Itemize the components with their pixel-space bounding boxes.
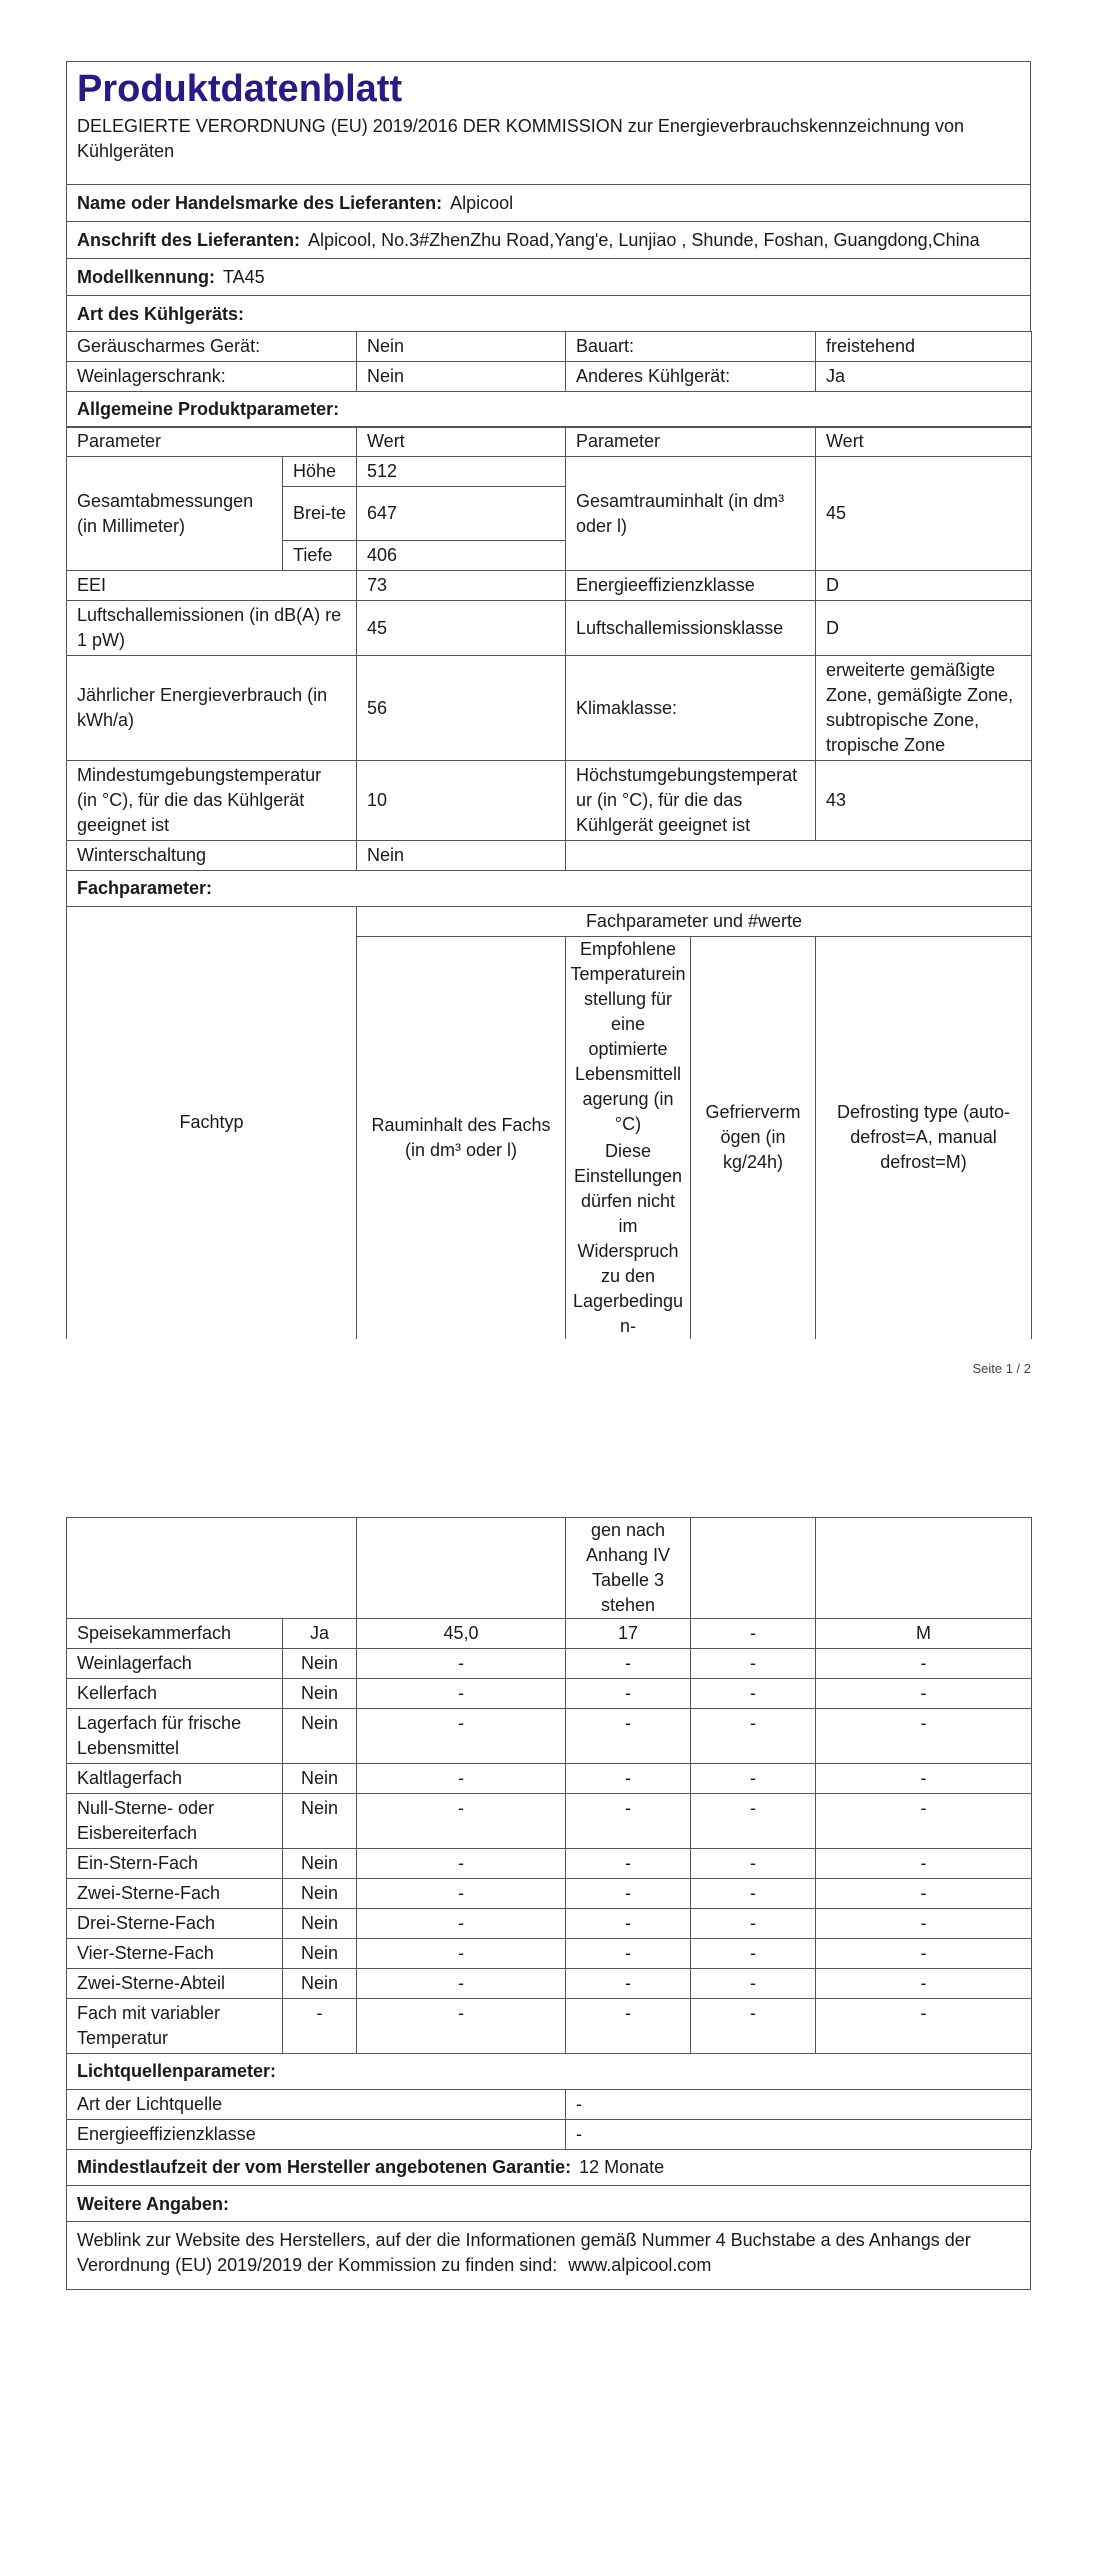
compartment-name: Fach mit variabler Temperatur [67, 1999, 283, 2054]
width-value: 647 [357, 487, 566, 541]
compartment-rows [67, 1619, 1032, 2054]
min-ambient-temp-label: Mindestumgebungstemperatur (in °C), für die das Kühlgerät geeignet ist [67, 761, 357, 841]
cell-value: Nein [357, 331, 566, 361]
compartment-volume: - [357, 1939, 566, 1969]
datasheet-page-1 [66, 61, 1031, 1339]
regulation-subtitle: DELEGIERTE VERORDNUNG (EU) 2019/2016 DER KOMMISSION zur Energieverbrauchskennzeichnung von Kühlgeräten [77, 116, 965, 161]
compartment-name: Ein-Stern-Fach [67, 1849, 283, 1879]
compartment-row [67, 1679, 1032, 1709]
compartment-freezing-capacity: - [691, 1619, 816, 1649]
winter-switch-value: Nein [357, 841, 566, 871]
energy-class-value: D [816, 571, 1032, 601]
compartment-defrost-type: - [816, 1909, 1032, 1939]
volume-value: 45 [816, 457, 1032, 571]
col-header-defrost: Defrosting type (auto-defrost=A, manual defrost=M) [816, 936, 1032, 1339]
compartment-present: Nein [283, 1764, 357, 1794]
height-label: Höhe [283, 457, 357, 487]
light-class-row [67, 2119, 1032, 2149]
compartment-volume: 45,0 [357, 1619, 566, 1649]
compartment-temperature: - [566, 1939, 691, 1969]
compartment-name: Zwei-Sterne-Abteil [67, 1969, 283, 1999]
depth-label: Tiefe [283, 541, 357, 571]
volume-label: Gesamtrauminhalt (in dm³ oder l) [566, 457, 816, 571]
col-header-parameter: Parameter [566, 427, 816, 457]
col-header-value: Wert [357, 427, 566, 457]
compartment-name: Drei-Sterne-Fach [67, 1909, 283, 1939]
col-header-temperature-part1: Empfohlene Temperatureinstellung für eine optimierte Lebensmittellagerung (in °C) [570, 938, 686, 1134]
warranty-row [66, 2150, 1031, 2186]
compartment-row [67, 1619, 1032, 1649]
compartment-temperature: - [566, 1999, 691, 2054]
cell-label: Anderes Kühlgerät: [566, 361, 816, 391]
compartment-row [67, 1969, 1032, 1999]
compartment-defrost-type: - [816, 1709, 1032, 1764]
empty-cell [357, 1518, 566, 1619]
col-header-temperature [566, 936, 691, 1339]
light-type-value: - [566, 2089, 1032, 2119]
page-number: Seite 1 / 2 [972, 1361, 1031, 1376]
height-value: 512 [357, 457, 566, 487]
cell-label: Bauart: [566, 331, 816, 361]
climate-class-label: Klimaklasse: [566, 656, 816, 761]
compartment-volume: - [357, 1649, 566, 1679]
compartment-freezing-capacity: - [691, 1909, 816, 1939]
compartment-present: Nein [283, 1849, 357, 1879]
cell-label: Weinlagerschrank: [67, 361, 357, 391]
compartment-row [67, 1999, 1032, 2054]
light-class-label: Energieeffizienzklasse [67, 2119, 566, 2149]
noise-label: Luftschallemissionen (in dB(A) re 1 pW) [67, 601, 357, 656]
noise-row [67, 601, 1032, 656]
compartment-temperature: - [566, 1794, 691, 1849]
compartment-defrost-type: - [816, 1879, 1032, 1909]
compartment-volume: - [357, 1794, 566, 1849]
light-class-value: - [566, 2119, 1032, 2149]
energy-consumption-row [67, 656, 1032, 761]
cell-value: Nein [357, 361, 566, 391]
winter-switch-label: Winterschaltung [67, 841, 357, 871]
compartment-volume: - [357, 1849, 566, 1879]
general-header-row [67, 427, 1032, 457]
compartment-name: Lagerfach für frische Lebensmittel [67, 1709, 283, 1764]
annual-energy-value: 56 [357, 656, 566, 761]
compartment-name: Zwei-Sterne-Fach [67, 1879, 283, 1909]
compartment-freezing-capacity: - [691, 1999, 816, 2054]
compartment-row [67, 1939, 1032, 1969]
supplier-name-value: Alpicool [450, 193, 514, 213]
compartment-present: Nein [283, 1909, 357, 1939]
cell-value: freistehend [816, 331, 1032, 361]
empty-cell [566, 841, 1032, 871]
energy-class-label: Energieeffizienzklasse [566, 571, 816, 601]
empty-cell [691, 1518, 816, 1619]
compartment-name: Speisekammerfach [67, 1619, 283, 1649]
climate-class-value: erweiterte gemäßigte Zone, gemäßigte Zone, subtropische Zone, tropische Zone [816, 656, 1032, 761]
col-header-compartment-type: Fachtyp [67, 906, 357, 1339]
document-page-2 [0, 1480, 1097, 2560]
compartment-temperature: - [566, 1764, 691, 1794]
cell-label: Geräuscharmes Gerät: [67, 331, 357, 361]
light-type-label: Art der Lichtquelle [67, 2089, 566, 2119]
compartment-defrost-type: - [816, 1999, 1032, 2054]
compartment-name: Null-Sterne- oder Eisbereiterfach [67, 1794, 283, 1849]
compartment-temperature: - [566, 1649, 691, 1679]
width-label: Brei-te [283, 487, 357, 541]
more-info-row [66, 2222, 1031, 2290]
compartment-freezing-capacity: - [691, 1709, 816, 1764]
compartment-temperature: 17 [566, 1619, 691, 1649]
more-info-text: Weblink zur Website des Herstellers, auf der die Informationen gemäß Nummer 4 Buchstabe a des Anhangs der Verordnung (EU) 2019/2019 der Kommission zu finden sind: [77, 2229, 971, 2275]
eei-row [67, 571, 1032, 601]
compartment-volume: - [357, 1709, 566, 1764]
appliance-type-row [67, 331, 1032, 361]
col-header-temperature-wrap [570, 937, 686, 1337]
supplier-name-row [66, 185, 1031, 222]
compartment-present: Nein [283, 1879, 357, 1909]
more-info-heading: Weitere Angaben: [77, 2193, 230, 2214]
warranty-value: 12 Monate [579, 2156, 665, 2177]
noise-class-label: Luftschallemissionsklasse [566, 601, 816, 656]
compartments-group-header-row [67, 906, 1032, 936]
manufacturer-weblink[interactable]: www.alpicool.com [568, 2254, 712, 2275]
appliance-type-heading-row [66, 296, 1031, 332]
noise-class-value: D [816, 601, 1032, 656]
col-header-temperature-part2: Diese Einstellungen dürfen nicht im Widerspruch zu den Lagerbedingun- [572, 1140, 684, 1336]
compartment-freezing-capacity: - [691, 1879, 816, 1909]
max-ambient-temp-label: Höchstumgebungstemperatur (in °C), für die das Kühlgerät geeignet ist [566, 761, 816, 841]
compartment-freezing-capacity: - [691, 1849, 816, 1879]
compartment-defrost-type: - [816, 1649, 1032, 1679]
eei-label: EEI [67, 571, 357, 601]
depth-value: 406 [357, 541, 566, 571]
compartment-name: Vier-Sterne-Fach [67, 1939, 283, 1969]
compartment-temperature: - [566, 1969, 691, 1999]
light-heading: Lichtquellenparameter: [67, 2054, 1032, 2090]
more-info-heading-row [66, 2186, 1031, 2222]
empty-cell [67, 1518, 357, 1619]
supplier-address-value: Alpicool, No.3#ZhenZhu Road,Yang'e, Lunjiao , Shunde, Foshan, Guangdong,China [308, 230, 980, 250]
compartment-present: Nein [283, 1709, 357, 1764]
compartment-present: Nein [283, 1794, 357, 1849]
model-value: TA45 [223, 267, 265, 287]
compartment-freezing-capacity: - [691, 1679, 816, 1709]
compartment-freezing-capacity: - [691, 1649, 816, 1679]
compartment-row [67, 1794, 1032, 1849]
cell-value: Ja [816, 361, 1032, 391]
datasheet-page-2 [66, 1517, 1031, 2290]
general-heading-row [67, 391, 1032, 427]
general-parameters-table [66, 426, 1032, 907]
light-type-row [67, 2089, 1032, 2119]
ambient-temperature-row [67, 761, 1032, 841]
compartment-row [67, 1909, 1032, 1939]
compartment-volume: - [357, 1764, 566, 1794]
compartment-defrost-type: - [816, 1764, 1032, 1794]
compartment-freezing-capacity: - [691, 1939, 816, 1969]
compartments-group-header: Fachparameter und #werte [357, 906, 1032, 936]
col-header-parameter: Parameter [67, 427, 357, 457]
empty-cell [816, 1518, 1032, 1619]
compartment-freezing-capacity: - [691, 1794, 816, 1849]
compartment-temperature: - [566, 1849, 691, 1879]
compartment-temperature: - [566, 1879, 691, 1909]
compartment-present: Nein [283, 1679, 357, 1709]
dimension-height-row [67, 457, 1032, 487]
compartment-defrost-type: - [816, 1849, 1032, 1879]
noise-value: 45 [357, 601, 566, 656]
col-header-value: Wert [816, 427, 1032, 457]
model-label: Modellkennung: [77, 267, 215, 287]
compartment-temperature: - [566, 1909, 691, 1939]
compartment-present: Nein [283, 1939, 357, 1969]
compartment-freezing-capacity: - [691, 1764, 816, 1794]
compartment-temperature: - [566, 1709, 691, 1764]
compartment-freezing-capacity: - [691, 1969, 816, 1999]
appliance-type-table [66, 331, 1032, 428]
compartment-row [67, 1849, 1032, 1879]
compartment-defrost-type: - [816, 1679, 1032, 1709]
supplier-address-label: Anschrift des Lieferanten: [77, 230, 301, 250]
compartment-volume: - [357, 1909, 566, 1939]
compartments-heading-row [67, 871, 1032, 907]
compartments-heading: Fachparameter: [67, 871, 1032, 907]
compartment-defrost-type: M [816, 1619, 1032, 1649]
annual-energy-label: Jährlicher Energieverbrauch (in kWh/a) [67, 656, 357, 761]
appliance-type-row [67, 361, 1032, 391]
col-header-volume: Rauminhalt des Fachs (in dm³ oder l) [357, 936, 566, 1339]
compartment-name: Kellerfach [67, 1679, 283, 1709]
col-header-temperature-continued: gen nach Anhang IV Tabelle 3 stehen [566, 1518, 691, 1619]
supplier-address-row [66, 222, 1031, 259]
compartment-volume: - [357, 1879, 566, 1909]
compartment-row [67, 1649, 1032, 1679]
compartment-defrost-type: - [816, 1939, 1032, 1969]
compartment-present: Nein [283, 1649, 357, 1679]
compartment-present: - [283, 1999, 357, 2054]
compartment-defrost-type: - [816, 1969, 1032, 1999]
compartment-temperature: - [566, 1679, 691, 1709]
general-heading: Allgemeine Produktparameter: [67, 391, 1032, 427]
model-row [66, 259, 1031, 296]
compartment-present: Ja [283, 1619, 357, 1649]
compartments-table [66, 1517, 1032, 2090]
col-header-freezing: Gefriervermögen (in kg/24h) [691, 936, 816, 1339]
compartment-name: Kaltlagerfach [67, 1764, 283, 1794]
header-block [66, 61, 1031, 185]
compartment-name: Weinlagerfach [67, 1649, 283, 1679]
compartment-row [67, 1764, 1032, 1794]
compartment-volume: - [357, 1969, 566, 1999]
winter-switch-row [67, 841, 1032, 871]
compartment-row [67, 1709, 1032, 1764]
compartment-volume: - [357, 1999, 566, 2054]
max-ambient-temp-value: 43 [816, 761, 1032, 841]
appliance-type-heading: Art des Kühlgeräts: [77, 304, 245, 324]
compartment-defrost-type: - [816, 1794, 1032, 1849]
page-title: Produktdatenblatt [77, 68, 403, 110]
compartments-header-table [66, 906, 1032, 1340]
supplier-name-label: Name oder Handelsmarke des Lieferanten: [77, 193, 443, 213]
compartment-volume: - [357, 1679, 566, 1709]
light-source-table [66, 2089, 1032, 2150]
compartments-header-continuation-row [67, 1518, 1032, 1619]
compartment-row [67, 1879, 1032, 1909]
dimensions-label: Gesamtabmessungen (in Millimeter) [67, 457, 283, 571]
min-ambient-temp-value: 10 [357, 761, 566, 841]
warranty-label: Mindestlaufzeit der vom Hersteller angebotenen Garantie: [77, 2156, 572, 2177]
eei-value: 73 [357, 571, 566, 601]
light-heading-row [67, 2054, 1032, 2090]
compartment-present: Nein [283, 1969, 357, 1999]
